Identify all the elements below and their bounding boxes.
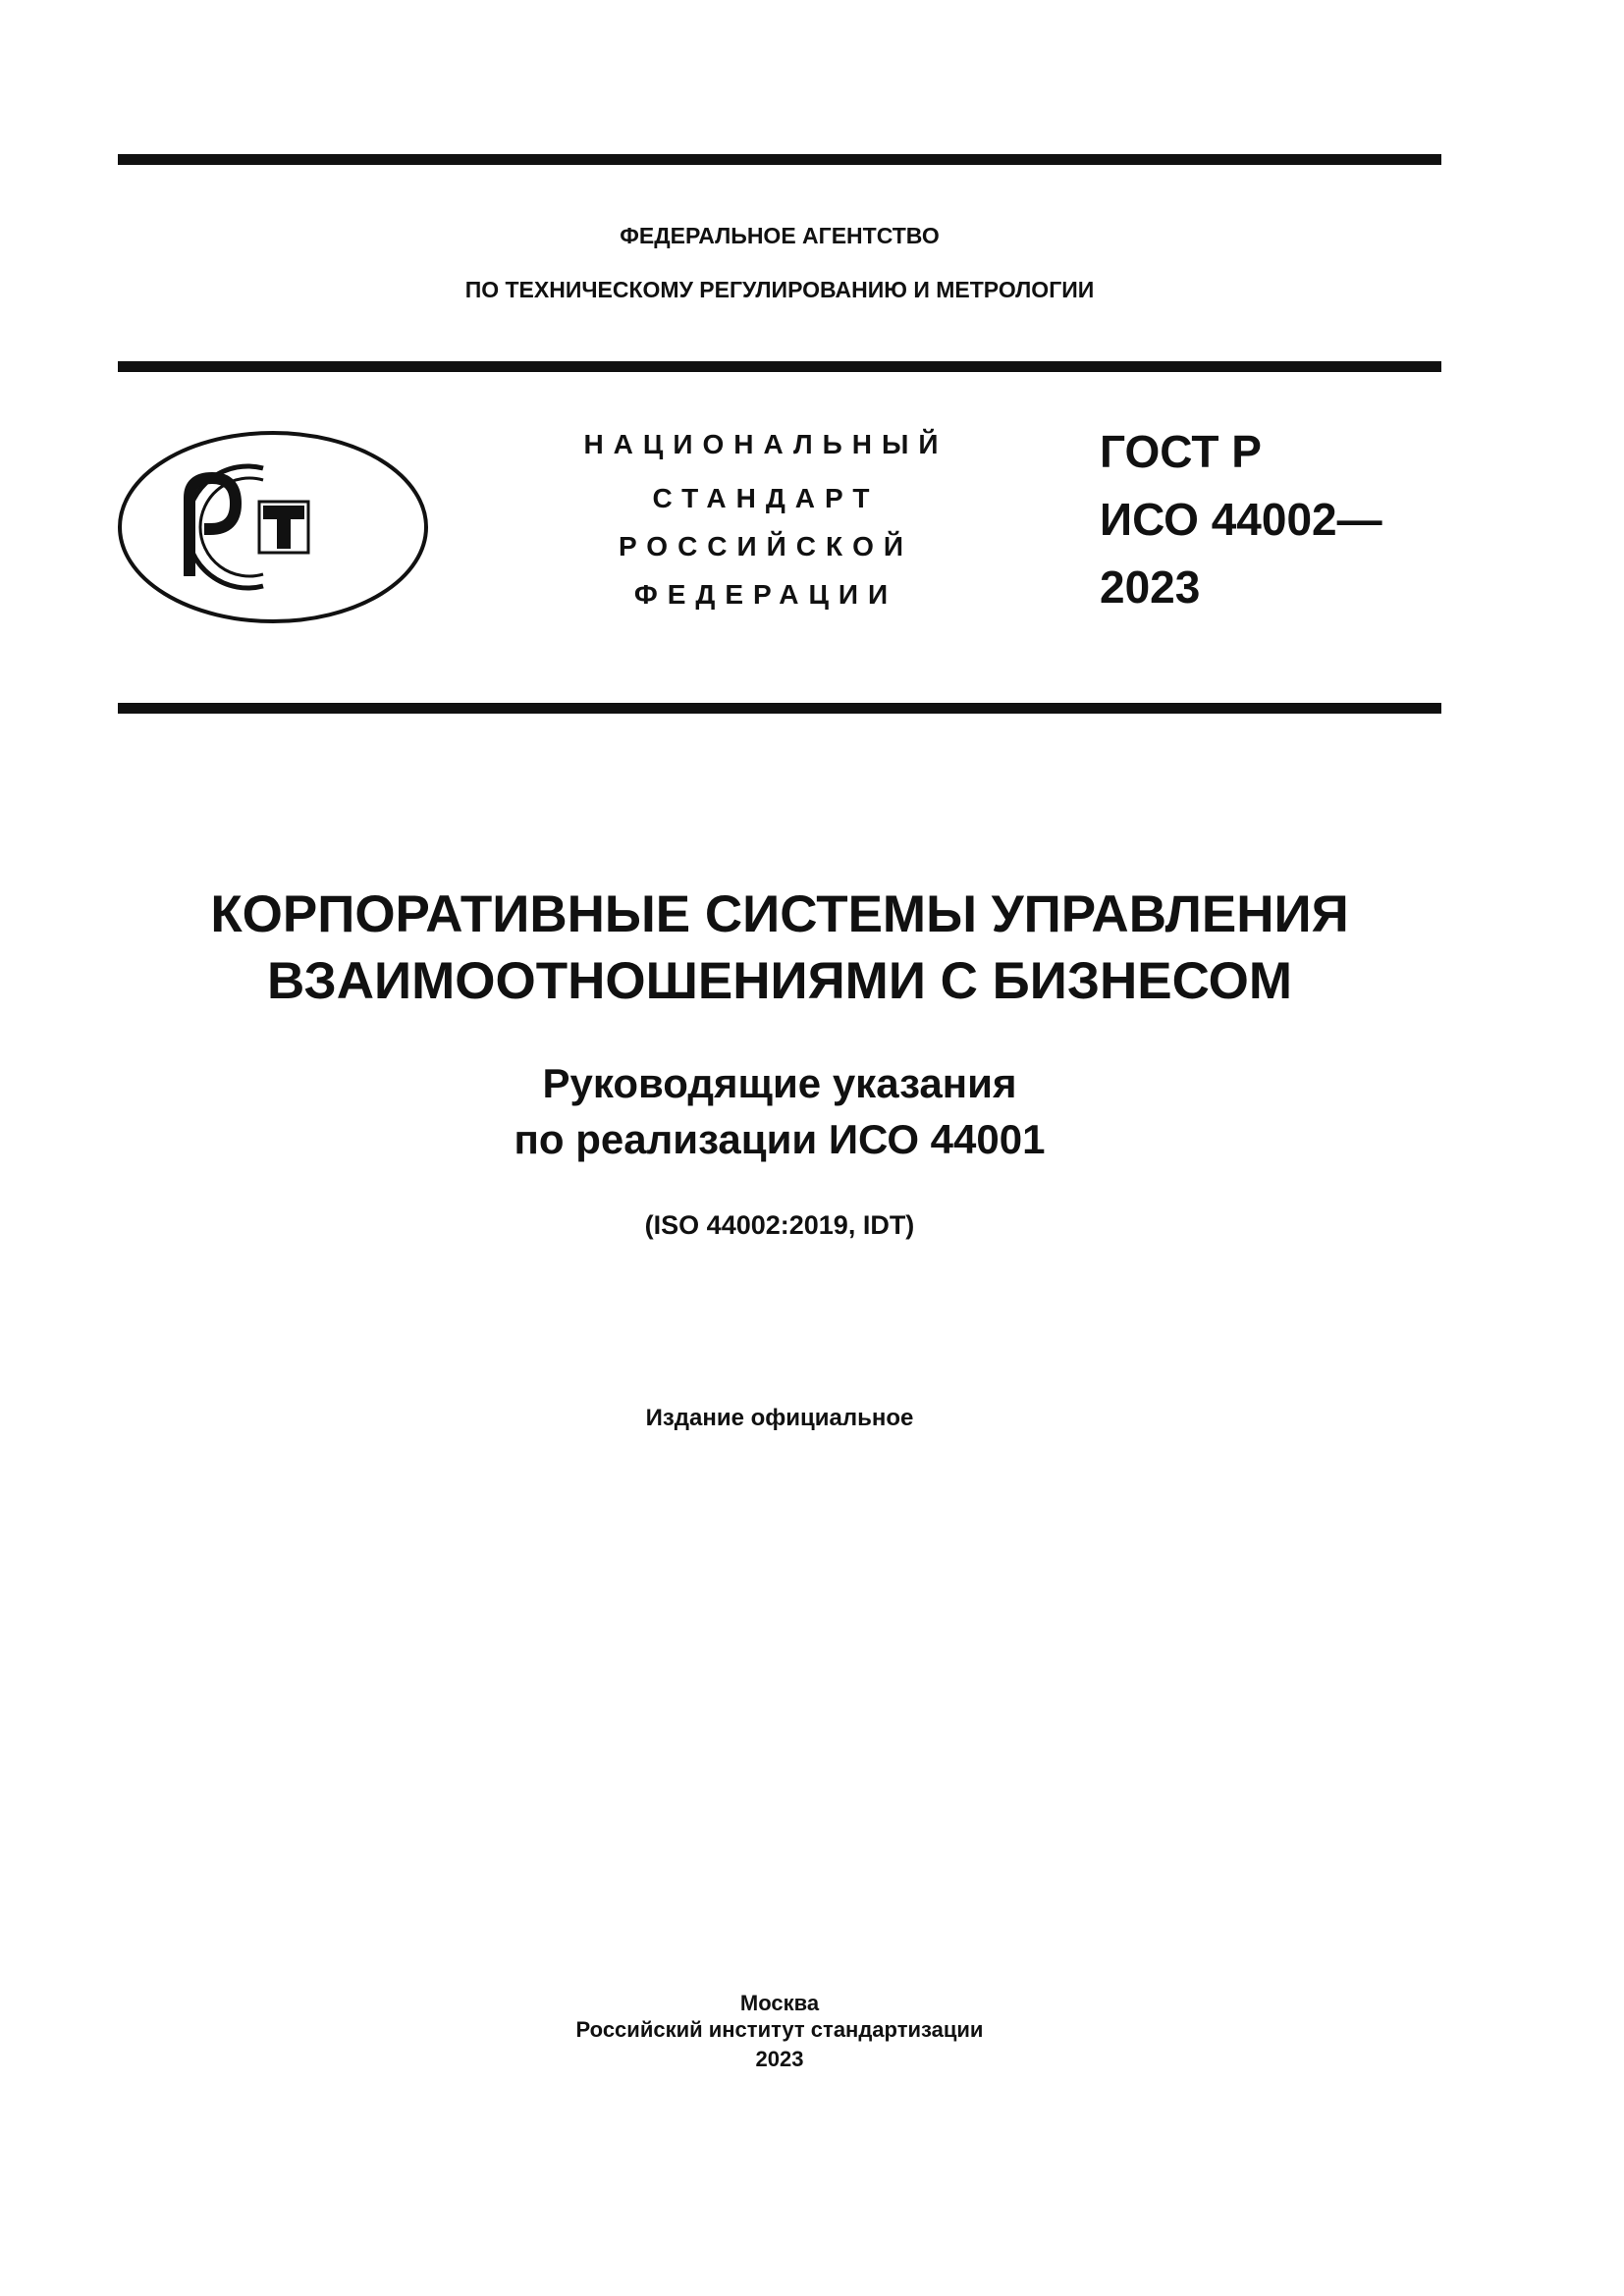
title-line-1: КОРПОРАТИВНЫЕ СИСТЕМЫ УПРАВЛЕНИЯ: [210, 885, 1349, 943]
designation-line-3: 2023: [1100, 561, 1201, 613]
national-standard-line-2: СТАНДАРТ: [652, 483, 880, 513]
designation-line-1: ГОСТ Р: [1100, 426, 1262, 477]
bottom-rule: [118, 703, 1441, 714]
national-standard-line-3: РОССИЙСКОЙ: [619, 531, 913, 561]
imprint-city: Москва: [739, 1991, 820, 2015]
agency-line-1: ФЕДЕРАЛЬНОЕ АГЕНТСТВО: [620, 223, 940, 248]
edition-label: Издание официальное: [645, 1405, 914, 1431]
national-standard-line-1: НАЦИОНАЛЬНЫЙ: [583, 429, 948, 459]
agency-line-2: ПО ТЕХНИЧЕСКОМУ РЕГУЛИРОВАНИЮ И МЕТРОЛОГИИ: [464, 277, 1095, 302]
national-standard-line-4: ФЕДЕРАЦИИ: [633, 579, 898, 610]
rst-logo-icon: [116, 429, 430, 625]
imprint-publisher: Российский институт стандартизации: [575, 2017, 984, 2042]
subtitle-line-2: по реализации ИСО 44001: [514, 1116, 1046, 1162]
iso-reference: (ISO 44002:2019, IDT): [644, 1210, 915, 1240]
middle-rule: [118, 361, 1441, 372]
subtitle-line-1: Руководящие указания: [542, 1060, 1017, 1106]
designation-line-2: ИСО 44002—: [1100, 494, 1382, 545]
title-line-2: ВЗАИМООТНОШЕНИЯМИ С БИЗНЕСОМ: [266, 952, 1292, 1010]
imprint-year: 2023: [755, 2047, 804, 2071]
top-rule: [118, 154, 1441, 165]
